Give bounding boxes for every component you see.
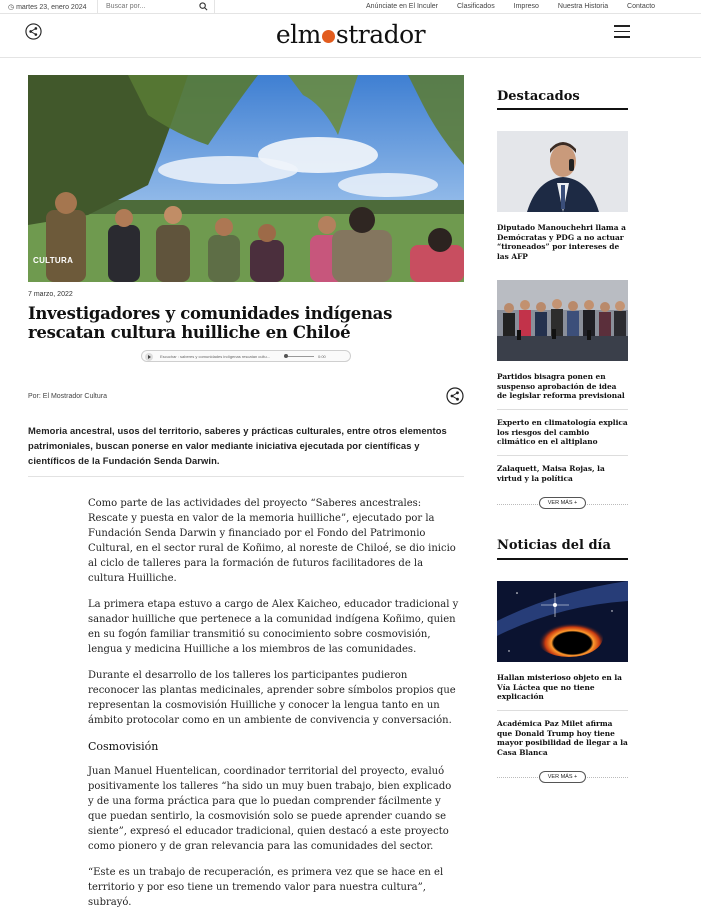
ver-mas-button[interactable]: VER MÁS + [539,771,586,783]
paragraph: “Este es un trabajo de recuperación, es primera vez que se hace en el territorio y por eso tiene un tremendo valor para nuestra cultura”, subrayó. [88,867,444,908]
section-rule [497,558,628,560]
paragraph: Como parte de las actividades del proyecto “Saberes ancestrales: Rescate y puesta en valor de la memoria huilliche”, ejecutado por la Fundación Senda Darwin y financiado por el Fondo del Patrimonio Cultural, en el sector rural de Koñimo, al noreste de Chiloé, se dio inicio al ciclo de talleres para la formación de futuros facilitadores de la cultura Huilliche. [88,498,456,584]
noticia-headline[interactable]: Hallan misterioso objeto en la Vía Láctea que no tiene explicación [497,673,622,701]
divider [497,409,628,410]
site-logo[interactable]: elm strador [275,20,426,49]
destacado-headline[interactable]: Diputado Manouchehri llama a Demócratas y PDG a no actuar “tironeados” por intereses de las AFP [497,223,626,261]
hamburger-menu-icon[interactable] [614,25,630,38]
paragraph: Durante el desarrollo de los talleres los participantes pudieron reconocer las plantas medicinales, aprender sobre símbolos propios que representan la cosmovisión Huilliche y conocer la lengua tanto en un ámbito protocolar como en un ambiente de convivencia y conversación. [88,670,456,726]
divider [28,476,464,477]
search-input[interactable] [106,2,194,11]
article-lead: Memoria ancestral, usos del territorio, saberes y prácticas culturales, entre otros elementos patrimoniales, buscan ponerse en valor mediante iniciativa ejecutada por científicas y científicos de la Fundación Senda Darwin. [28,425,447,466]
search-icon[interactable] [199,2,208,11]
top-links [366,3,672,10]
section-rule [497,108,628,110]
article-hero-image [28,75,464,282]
destacado-headline[interactable]: Experto en climatología explica los riesgos del cambio climático en el altiplano [497,418,628,446]
top-link-impreso[interactable]: Impreso [513,3,539,10]
site-header [0,14,701,58]
top-link-anunciate[interactable]: Anúnciate en El Inculer [366,3,438,10]
search-box[interactable] [97,0,215,13]
plus-icon: + [574,500,578,506]
audio-progress-handle[interactable] [284,354,288,358]
divider [497,710,628,711]
subheading: Cosmovisión [88,740,159,753]
noticia-thumbnail[interactable] [497,581,628,662]
destacado-thumbnail[interactable] [497,131,628,212]
audio-label: Escuchar : saberes y comunidades indígenas rescatan cultu... [160,354,271,359]
audio-player[interactable] [141,350,351,362]
play-icon[interactable] [145,353,153,361]
article-date: 7 marzo, 2022 [28,291,73,298]
share-icon[interactable] [446,387,464,405]
logo-dot [322,30,335,43]
article-byline: Por: El Mostrador Cultura [28,393,107,400]
destacado-thumbnail[interactable] [497,280,628,361]
destacados-title: Destacados [497,89,580,104]
destacado-headline[interactable]: Partidos bisagra ponen en suspenso aprobación de idea de legislar reforma previsional [497,372,625,400]
top-link-clasificados[interactable]: Clasificados [456,3,495,10]
category-badge[interactable]: CULTURA [33,256,74,265]
article-body [88,496,460,921]
divider [497,455,628,456]
destacado-headline[interactable]: Zalaquett, Maisa Rojas, la virtud y la política [497,464,605,483]
top-link-historia[interactable]: Nuestra Historia [557,3,609,10]
top-link-contacto[interactable]: Contacto [627,3,656,10]
current-date: ◷ martes 23, enero 2024 [8,4,87,11]
audio-progress-track[interactable] [284,356,314,357]
noticia-headline[interactable]: Académica Paz Milet afirma que Donald Trump hoy tiene mayor posibilidad de llegar a la Casa Blanca [497,719,628,757]
paragraph: Juan Manuel Huentelican, coordinador territorial del proyecto, evaluó positivamente los talleres “ha sido un muy buen trabajo, bien explicado y de una forma práctica para que lo puedan comprender fácilmente y que puedan sentirlo, la cosmovisión solo se puede aprender cuando se siente”, expresó el educador tradicional, quien destacó a este proyecto como pionero y de gran relevancia para las comunidades del sector. [88,766,452,852]
plus-icon: + [574,774,578,780]
top-utility-bar [0,0,701,14]
paragraph: La primera etapa estuvo a cargo de Alex Kaicheo, educador tradicional y sanador huilliche que pertenece a la comunidad indígena Koñimo, quien en su fogón familiar transmitió su conocimiento sobre cosmovisión, lengua y medicina Huilliche a los miembros de las comunidades. [88,599,459,655]
audio-time: 0:00 [318,354,326,359]
article-title: Investigadores y comunidades indígenas rescatan cultura huilliche en Chiloé [28,304,393,342]
noticias-title: Noticias del día [497,538,611,553]
ver-mas-button[interactable]: VER MÁS + [539,497,586,509]
clock-icon: ◷ [8,4,15,11]
